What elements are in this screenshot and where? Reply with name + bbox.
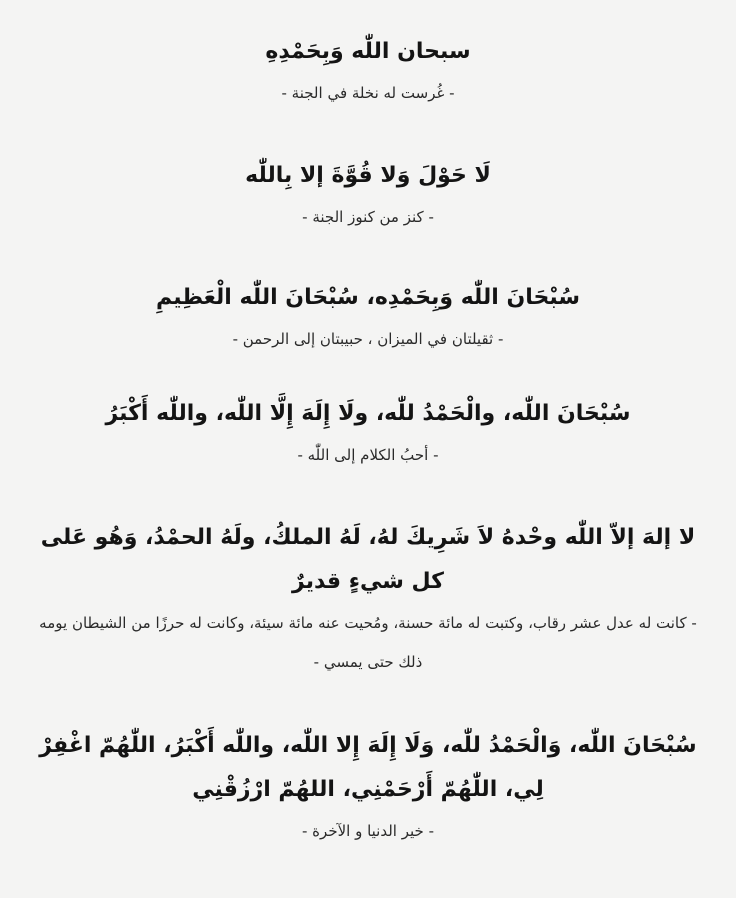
- dhikr-phrase: سُبْحَانَ اللّٰه، وَالْحَمْدُ للّٰه، وَلَا إِلَهَ إِلا اللّٰه، واللّٰه أَكْبَرُ، اللّٰهُمّ اغْفِرْ لِي، اللّٰهُمّ أَرْحَمْنِي، اللهُمّ ارْزُقْنِي: [39, 733, 697, 802]
- dhikr-virtue: - أحبُ الكلام إلى اللّٰه -: [297, 446, 439, 464]
- dhikr-phrase: لَا حَوْلَ وَلا قُوَّةَ إلا بِاللّٰه: [245, 163, 491, 188]
- dhikr-virtue: - خير الدنيا و الآخرة -: [302, 822, 434, 840]
- dhikr-phrase: سُبْحَانَ اللّٰه، والْحَمْدُ للّٰه، ولَا إِلَهَ إِلَّا اللّٰه، واللّٰه أَكْبَرُ: [105, 401, 631, 426]
- dhikr-item: [40, 276, 696, 353]
- dhikr-item: [30, 516, 706, 682]
- dhikr-item: [40, 392, 696, 469]
- dhikr-virtue: - غُرست له نخلة في الجنة -: [281, 84, 455, 102]
- dhikr-item: [40, 154, 696, 231]
- dhikr-virtue: - كانت له عدل عشر رقاب، وكتبت له مائة حسنة، ومُحيت عنه مائة سيئة، وكانت له حرزًا من الشيطان يومه ذلك حتى يمسي -: [39, 614, 697, 671]
- dhikr-item: [30, 724, 706, 845]
- dhikr-phrase: سُبْحَانَ اللّٰه وَبِحَمْدِه، سُبْحَانَ اللّٰه الْعَظِيمِ: [155, 285, 581, 310]
- dhikr-phrase: لا إلهَ إلاّ اللّٰه وحْدهُ لاَ شَرِيكَ لهُ، لَهُ الملكُ، ولَهُ الحمْدُ، وَهُو عَلى كل شيءٍ قديرٌ: [40, 525, 696, 594]
- dhikr-virtue: - كنز من كنوز الجنة -: [302, 208, 434, 226]
- dhikr-item: [40, 30, 696, 107]
- dhikr-virtue: - ثقيلتان في الميزان ، حبيبتان إلى الرحمن -: [232, 330, 504, 348]
- dhikr-phrase: سبحان اللّٰه وَبِحَمْدِهِ: [265, 39, 471, 64]
